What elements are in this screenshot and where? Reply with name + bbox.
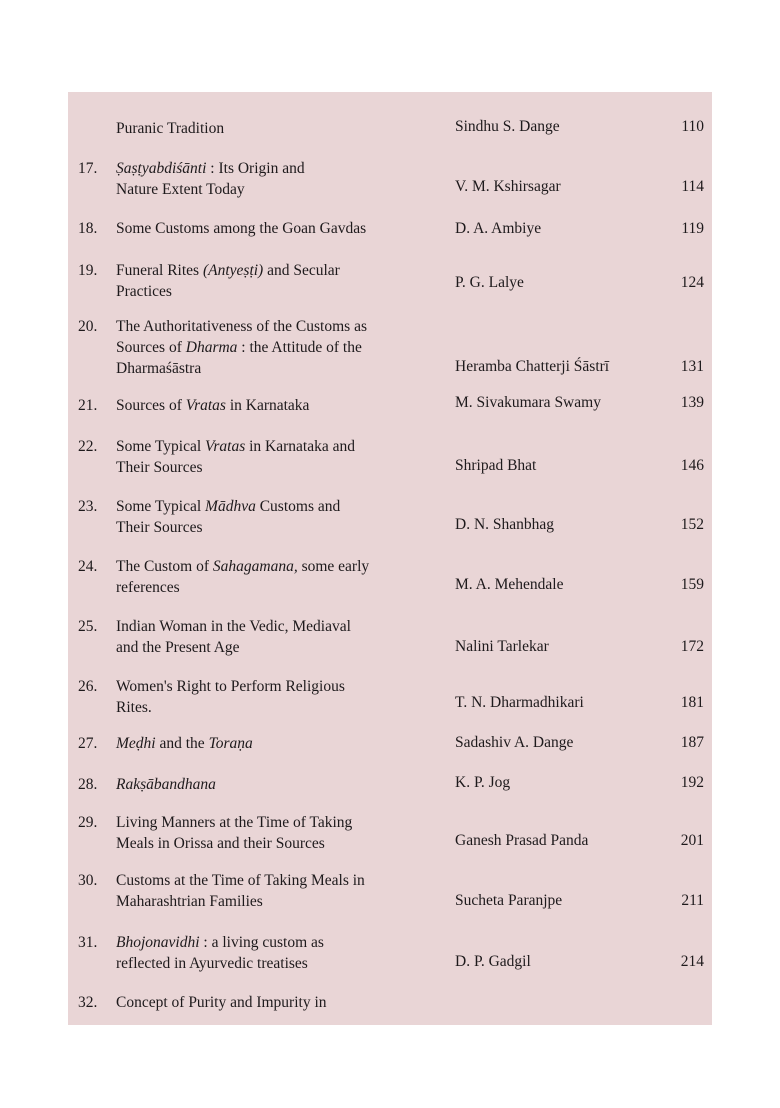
italic-term: (Antyeṣṭi) [202, 262, 264, 279]
entry-number: 29. [78, 814, 98, 831]
title-text: Indian Woman in the Vedic, Mediaval [116, 618, 351, 635]
entry-author: D. P. Gadgil [455, 953, 531, 970]
entry-title [116, 436, 436, 478]
title-line [116, 556, 436, 577]
title-line [116, 358, 436, 379]
italic-term: Vratas [205, 438, 246, 455]
title-line [116, 457, 436, 478]
title-text: Their Sources [116, 459, 203, 476]
title-text: and the [155, 735, 209, 752]
entry-title [116, 812, 436, 854]
entry-author: T. N. Dharmadhikari [455, 694, 584, 711]
title-text: : the Attitude of the [237, 339, 362, 356]
entry-title [116, 316, 436, 379]
title-text: Some Customs among the Goan Gavdas [116, 220, 367, 237]
entry-title [116, 616, 436, 658]
title-text: Some Typical [116, 438, 206, 455]
entry-page-number: 124 [680, 274, 704, 291]
title-text: Customs and [255, 498, 341, 515]
entry-number: 19. [78, 262, 98, 279]
title-text: Dharmaśāstra [116, 360, 202, 377]
title-line [116, 118, 436, 139]
title-text: Women's Right to Perform Religious [116, 678, 345, 695]
title-line [116, 218, 436, 239]
entry-number: 27. [78, 735, 98, 752]
title-text: some early [297, 558, 370, 575]
title-line [116, 316, 436, 337]
entry-page-number: 114 [681, 178, 704, 195]
title-line [116, 577, 436, 598]
entry-author: Sindhu S. Dange [455, 118, 560, 135]
title-text: references [116, 579, 180, 596]
title-text: Maharashtrian Families [116, 893, 263, 910]
title-line [116, 812, 436, 833]
title-text: Sources of [116, 339, 186, 356]
entry-title [116, 118, 436, 139]
entry-page-number: 159 [680, 576, 704, 593]
title-line [116, 395, 436, 416]
title-text: Sources of [116, 397, 186, 414]
entry-number: 30. [78, 872, 98, 889]
entry-title [116, 733, 436, 754]
entry-page-number: 139 [680, 394, 704, 411]
italic-term: Dharma [185, 339, 238, 356]
entry-number: 17. [78, 160, 98, 177]
italic-term: Sahagamana, [212, 558, 298, 575]
entry-title [116, 496, 436, 538]
entry-author: P. G. Lalye [455, 274, 524, 291]
entry-title [116, 158, 436, 200]
entry-number: 28. [78, 776, 98, 793]
title-line [116, 179, 436, 200]
entry-author: D. N. Shanbhag [455, 516, 555, 533]
entry-title [116, 395, 436, 416]
entry-author: Heramba Chatterji Śāstrī [455, 358, 610, 375]
entry-page-number: 192 [680, 774, 704, 791]
title-line [116, 774, 436, 795]
entry-title [116, 932, 436, 974]
italic-term: Ṣaṣṭyabdiśānti [116, 160, 207, 177]
entry-author: Nalini Tarlekar [455, 638, 549, 655]
entry-page-number: 214 [680, 953, 704, 970]
title-line [116, 260, 436, 281]
title-line [116, 953, 436, 974]
entry-author: D. A. Ambiye [455, 220, 542, 237]
entry-title [116, 260, 436, 302]
book-page [68, 92, 712, 1025]
entry-page-number: 187 [680, 734, 704, 751]
title-line [116, 637, 436, 658]
title-line [116, 870, 436, 891]
entry-page-number: 172 [680, 638, 704, 655]
title-line [116, 158, 436, 179]
entry-author: V. M. Kshirsagar [455, 178, 561, 195]
title-line [116, 697, 436, 718]
title-line [116, 281, 436, 302]
title-line [116, 891, 436, 912]
entry-author: K. P. Jog [455, 774, 511, 791]
title-text: Some Typical [116, 498, 206, 515]
entry-page-number: 181 [680, 694, 704, 711]
title-line [116, 932, 436, 953]
entry-number: 32. [78, 994, 98, 1011]
entry-title [116, 676, 436, 718]
italic-term: Vratas [185, 397, 226, 414]
entry-page-number: 131 [680, 358, 704, 375]
entry-number: 26. [78, 678, 98, 695]
italic-term: Rakṣābandhana [116, 776, 216, 793]
title-text: Practices [116, 283, 172, 300]
entry-author: M. Sivakumara Swamy [455, 394, 601, 411]
entry-title [116, 992, 436, 1013]
title-text: Puranic Tradition [116, 120, 225, 137]
title-text: : a living custom as [199, 934, 324, 951]
title-line [116, 676, 436, 697]
italic-term: Meḍhi [116, 735, 156, 752]
entry-number: 24. [78, 558, 98, 575]
title-text: Funeral Rites [116, 262, 203, 279]
italic-term: Bhojonavidhi [116, 934, 200, 951]
title-text: Customs at the Time of Taking Meals in [116, 872, 365, 889]
title-text: in Karnataka and [245, 438, 355, 455]
entry-page-number: 211 [681, 892, 704, 909]
entry-author: M. A. Mehendale [455, 576, 564, 593]
title-text: Their Sources [116, 519, 203, 536]
italic-term: Toraṇa [208, 735, 253, 752]
title-line [116, 616, 436, 637]
title-line [116, 436, 436, 457]
entry-author: Ganesh Prasad Panda [455, 832, 589, 849]
italic-term: Mādhva [205, 498, 256, 515]
entry-author: Sucheta Paranjpe [455, 892, 563, 909]
title-text: in Karnataka [225, 397, 310, 414]
entry-number: 25. [78, 618, 98, 635]
entry-page-number: 146 [680, 457, 704, 474]
title-line [116, 337, 436, 358]
title-text: The Authoritativeness of the Customs as [116, 318, 367, 335]
entry-title [116, 556, 436, 598]
entry-author: Sadashiv A. Dange [455, 734, 574, 751]
entry-number: 31. [78, 934, 98, 951]
title-text: Nature Extent Today [116, 181, 245, 198]
entry-title [116, 870, 436, 912]
entry-author: Shripad Bhat [455, 457, 537, 474]
title-line [116, 496, 436, 517]
entry-number: 22. [78, 438, 98, 455]
title-text: Meals in Orissa and their Sources [116, 835, 325, 852]
entry-title [116, 774, 436, 795]
title-text: The Custom of [116, 558, 213, 575]
title-line [116, 833, 436, 854]
entry-number: 20. [78, 318, 98, 335]
entry-number: 18. [78, 220, 98, 237]
title-line [116, 733, 436, 754]
entry-page-number: 119 [681, 220, 704, 237]
title-text: and the Present Age [116, 639, 240, 656]
entry-page-number: 152 [680, 516, 704, 533]
entry-title [116, 218, 436, 239]
entry-number: 21. [78, 397, 98, 414]
title-line [116, 992, 436, 1013]
title-text: and Secular [263, 262, 340, 279]
title-text: Living Manners at the Time of Taking [116, 814, 353, 831]
title-line [116, 517, 436, 538]
entry-page-number: 110 [681, 118, 704, 135]
title-text: Concept of Purity and Impurity in [116, 994, 327, 1011]
title-text: : Its Origin and [206, 160, 305, 177]
title-text: Rites. [116, 699, 152, 716]
title-text: reflected in Ayurvedic treatises [116, 955, 308, 972]
entry-page-number: 201 [680, 832, 704, 849]
entry-number: 23. [78, 498, 98, 515]
